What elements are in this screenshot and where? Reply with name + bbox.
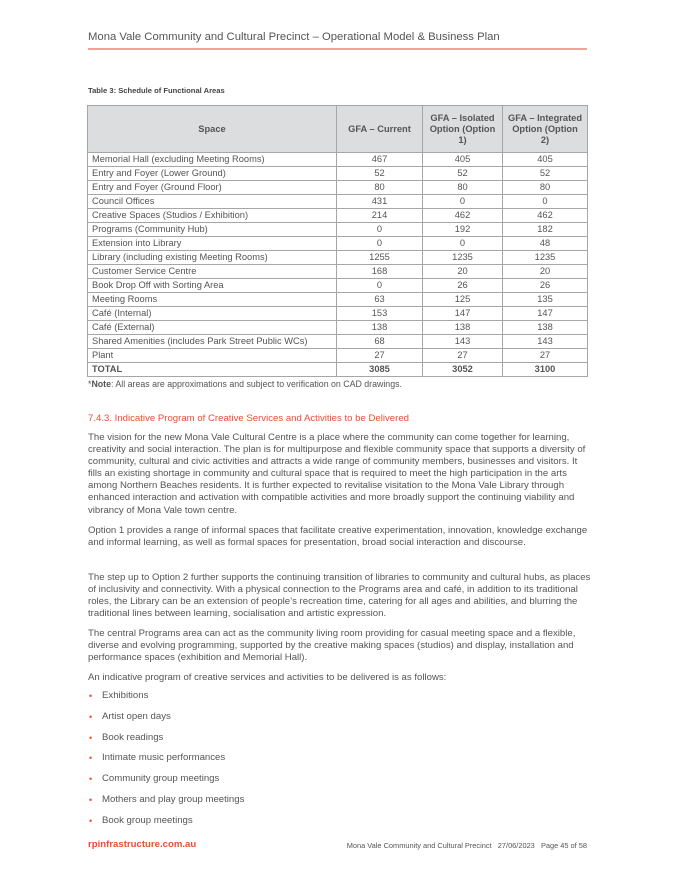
cell-option2: 0 — [503, 195, 588, 209]
list-item-text: Community group meetings — [102, 773, 220, 785]
list-item-text: Exhibitions — [102, 690, 149, 701]
cell-option1: 20 — [423, 265, 503, 279]
cell-space: Entry and Foyer (Ground Floor) — [88, 181, 337, 195]
cell-current: 431 — [337, 195, 423, 209]
list-item — [88, 732, 244, 753]
section-heading: 7.4.3. Indicative Program of Creative Services and Activities to be Delivered — [88, 413, 410, 424]
cell-current: 153 — [337, 307, 423, 321]
list-item — [88, 815, 244, 836]
table-note — [88, 379, 402, 389]
paragraph-option2: The step up to Option 2 further supports the continuing transition of libraries to community and cultural hubs, as places of inclusivity and connectivity. With a physical connection to the Programs area and café, in addition to its traditional roles, the Library can be an extension of people’s recreation time, catering for all ages and abilities, and blurring the traditional lines between learning, socialisation and artistic expression. — [88, 572, 591, 620]
cell-current: 214 — [337, 209, 423, 223]
cell-current: 0 — [337, 223, 423, 237]
table-row — [88, 181, 588, 195]
note-prefix: * — [88, 379, 92, 389]
cell-space: Council Offices — [88, 195, 337, 209]
paragraph-option1: Option 1 provides a range of informal spaces that facilitate creative experimentation, innovation, knowledge exchange and informal learning, as well as formal spaces for presentation, broad social interaction and discourse. — [88, 525, 588, 549]
cell-option1: 125 — [423, 293, 503, 307]
cell-option2: 405 — [503, 153, 588, 167]
table-row — [88, 335, 588, 349]
table-body — [88, 153, 588, 377]
cell-space: Creative Spaces (Studios / Exhibition) — [88, 209, 337, 223]
table-row — [88, 321, 588, 335]
column-header-gfa-current: GFA – Current — [337, 106, 423, 153]
table-row — [88, 251, 588, 265]
cell-option1: 138 — [423, 321, 503, 335]
cell-current: 27 — [337, 349, 423, 363]
cell-current: 52 — [337, 167, 423, 181]
page-header-title: Mona Vale Community and Cultural Precinct – Operational Model & Business Plan — [88, 31, 500, 43]
cell-current: 63 — [337, 293, 423, 307]
list-item-text: Mothers and play group meetings — [102, 793, 245, 805]
functional-areas-table — [87, 105, 588, 377]
list-item — [88, 690, 244, 711]
cell-current: 0 — [337, 279, 423, 293]
cell-option1: 147 — [423, 307, 503, 321]
paragraph-program-intro: An indicative program of creative services and activities to be delivered is as follows: — [88, 672, 447, 683]
paragraph-vision: The vision for the new Mona Vale Cultural Centre is a place where the community can come together for learning, creativity and social interaction. The plan is for multipurpose and flexible community space that supports a diversity of community, cultural and civic activities and attracts a wide range of community members, businesses and visitors. It fills an existing shortage in community and cultural space that is required to meet the high participation in the arts among Northern Beaches residents. It is further expected to revitalise visitation to the Mona Vale Library through enhanced interaction and activation with compatible activities and more broadly support the continuing viability and vibrancy of Mona Vale town centre. — [88, 432, 586, 516]
cell-option2: 135 — [503, 293, 588, 307]
table-row — [88, 209, 588, 223]
cell-current: 3085 — [337, 363, 423, 377]
cell-option1: 0 — [423, 195, 503, 209]
cell-option1: 27 — [423, 349, 503, 363]
cell-space: Extension into Library — [88, 237, 337, 251]
cell-option1: 192 — [423, 223, 503, 237]
cell-option1: 3052 — [423, 363, 503, 377]
cell-option1: 52 — [423, 167, 503, 181]
table-row — [88, 223, 588, 237]
table-row — [88, 349, 588, 363]
bullet-icon: • — [89, 815, 93, 826]
cell-option2: 143 — [503, 335, 588, 349]
list-item-text: Book readings — [102, 731, 164, 743]
cell-option2: 26 — [503, 279, 588, 293]
cell-option2: 27 — [503, 349, 588, 363]
table-row — [88, 307, 588, 321]
cell-current: 68 — [337, 335, 423, 349]
activities-list — [88, 690, 244, 836]
bullet-icon: • — [89, 794, 93, 805]
note-text: : All areas are approximations and subject to verification on CAD drawings. — [111, 379, 402, 389]
list-item-text: Book group meetings — [102, 814, 193, 826]
cell-option1: 405 — [423, 153, 503, 167]
cell-option1: 143 — [423, 335, 503, 349]
bullet-icon: • — [89, 753, 93, 764]
column-header-gfa-option1: GFA – Isolated Option (Option 1) — [423, 106, 503, 153]
cell-option1: 80 — [423, 181, 503, 195]
cell-space: Customer Service Centre — [88, 265, 337, 279]
column-header-gfa-option2: GFA – Integrated Option (Option 2) — [503, 106, 588, 153]
list-item-text: Artist open days — [102, 710, 171, 722]
cell-option1: 1235 — [423, 251, 503, 265]
cell-current: 138 — [337, 321, 423, 335]
cell-space: Plant — [88, 349, 337, 363]
bullet-icon: • — [89, 774, 93, 785]
table-header-row — [88, 106, 588, 153]
cell-option2: 80 — [503, 181, 588, 195]
table-row — [88, 279, 588, 293]
bullet-icon: • — [89, 691, 93, 701]
list-item-text: Intimate music performances — [102, 752, 226, 764]
cell-space: Café (External) — [88, 321, 337, 335]
bullet-icon: • — [89, 711, 93, 722]
cell-space: Shared Amenities (includes Park Street Public WCs) — [88, 335, 337, 349]
cell-option2: 48 — [503, 237, 588, 251]
table-row — [88, 167, 588, 181]
list-item — [88, 711, 244, 732]
footer-doc-info — [347, 841, 587, 850]
list-item — [88, 773, 244, 794]
cell-space: Entry and Foyer (Lower Ground) — [88, 167, 337, 181]
cell-option1: 26 — [423, 279, 503, 293]
cell-current: 1255 — [337, 251, 423, 265]
cell-current: 0 — [337, 237, 423, 251]
cell-space: Memorial Hall (excluding Meeting Rooms) — [88, 153, 337, 167]
cell-option2: 3100 — [503, 363, 588, 377]
column-header-space: Space — [88, 106, 337, 153]
cell-space: Book Drop Off with Sorting Area — [88, 279, 337, 293]
cell-space: Meeting Rooms — [88, 293, 337, 307]
cell-space: Library (including existing Meeting Rooms) — [88, 251, 337, 265]
table-row — [88, 265, 588, 279]
cell-option1: 0 — [423, 237, 503, 251]
table-row — [88, 153, 588, 167]
table-caption: Table 3: Schedule of Functional Areas — [88, 86, 225, 95]
cell-option2: 52 — [503, 167, 588, 181]
cell-option2: 20 — [503, 265, 588, 279]
cell-option2: 147 — [503, 307, 588, 321]
table-row — [88, 293, 588, 307]
cell-option2: 138 — [503, 321, 588, 335]
cell-current: 168 — [337, 265, 423, 279]
paragraph-programs-area: The central Programs area can act as the community living room providing for casual meeting space and a flexible, diverse and evolving programming, supported by the creative making spaces (studios) and display, installation and performance spaces (exhibition and Memorial Hall). — [88, 628, 576, 664]
cell-current: 467 — [337, 153, 423, 167]
footer-page-number: Page 45 of 58 — [540, 841, 587, 850]
cell-space: TOTAL — [88, 363, 337, 377]
cell-option2: 182 — [503, 223, 588, 237]
cell-option2: 1235 — [503, 251, 588, 265]
table-total-row — [88, 363, 588, 377]
list-item — [88, 794, 244, 815]
table-row — [88, 195, 588, 209]
cell-option1: 462 — [423, 209, 503, 223]
footer-doc-name: Mona Vale Community and Cultural Precinct — [346, 841, 492, 850]
header-divider — [88, 48, 587, 50]
note-label: Note — [91, 379, 111, 389]
list-item — [88, 752, 244, 773]
footer-date: 27/06/2023 — [497, 841, 535, 850]
cell-option2: 462 — [503, 209, 588, 223]
cell-space: Café (Internal) — [88, 307, 337, 321]
bullet-icon: • — [89, 732, 93, 743]
cell-space: Programs (Community Hub) — [88, 223, 337, 237]
cell-current: 80 — [337, 181, 423, 195]
footer-website-link[interactable]: rpinfrastructure.com.au — [88, 839, 197, 850]
table-row — [88, 237, 588, 251]
